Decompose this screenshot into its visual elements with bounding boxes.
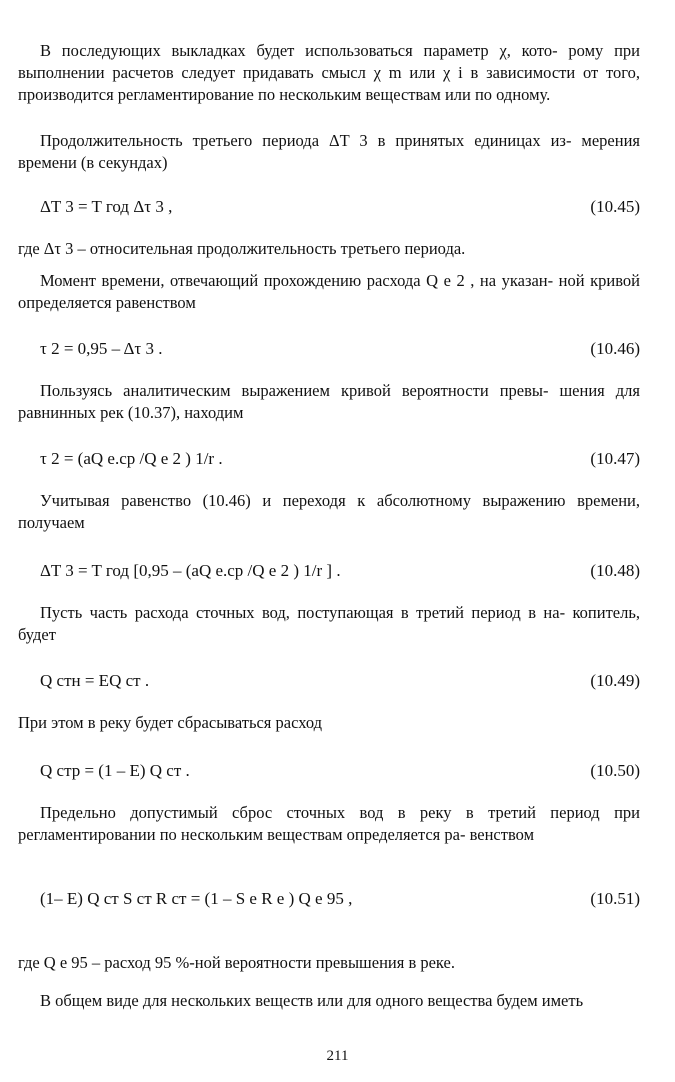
equation-number: (10.50) [590, 761, 640, 780]
equation-formula: τ 2 = (aQ e.cp /Q e 2 ) 1/r . [40, 449, 223, 468]
paragraph-q-e95-definition: где Q e 95 – расход 95 %-ной вероятности превышения в реке. [18, 953, 455, 972]
equation-formula: Q стн = EQ ст . [40, 671, 150, 690]
paragraph-third-period-duration: Продолжительность третьего периода ΔT 3 в принятых единицах из- мерения времени (в секундах) [18, 131, 640, 172]
paragraph-absolute-time: Учитывая равенство (10.46) и переходя к абсолютному выражению времени, получаем [18, 491, 640, 532]
equation-10-51 [40, 886, 640, 912]
equation-number: (10.49) [590, 671, 640, 690]
equation-10-46 [40, 336, 640, 362]
paragraph-analytic-expression: Пользуясь аналитическим выражением кривой вероятности превы- шения для равнинных рек (10.37), находим [18, 381, 640, 422]
equation-10-47 [40, 446, 640, 472]
equation-10-45 [40, 194, 640, 220]
equation-formula: ΔT 3 = T год [0,95 – (aQ e.cp /Q e 2 ) 1/r ] . [40, 561, 341, 580]
equation-number: (10.48) [590, 561, 640, 580]
paragraph-relative-duration: где Δτ 3 – относительная продолжительность третьего периода. [18, 239, 466, 258]
paragraph-permissible-discharge: Предельно допустимый сброс сточных вод в реку в третий период при регламентировании по нескольким веществам определяется ра- венством [18, 803, 640, 844]
equation-10-50 [40, 758, 640, 784]
equation-formula: τ 2 = 0,95 – Δτ 3 . [40, 339, 163, 358]
paragraph-river-discharge: При этом в реку будет сбрасываться расход [18, 713, 322, 732]
equation-formula: (1– E) Q ст S ст R ст = (1 – S e R e ) Q e 95 , [40, 889, 353, 908]
equation-formula: ΔT 3 = T год Δτ 3 , [40, 197, 173, 216]
equation-number: (10.46) [590, 339, 640, 358]
equation-10-48 [40, 558, 640, 584]
equation-number: (10.45) [590, 197, 640, 216]
paragraph-wastewater-part: Пусть часть расхода сточных вод, поступающая в третий период в на- копитель, будет [18, 603, 640, 644]
equation-formula: Q стр = (1 – E) Q ст . [40, 761, 190, 780]
equation-number: (10.51) [590, 889, 640, 908]
paragraph-general-form: В общем виде для нескольких веществ или для одного вещества будем иметь [40, 991, 584, 1010]
equation-number: (10.47) [590, 449, 640, 468]
paragraph-parameter-chi: В последующих выкладках будет использоваться параметр χ, кото- рому при выполнении расчетов следует придавать смысл χ m или χ i в зависимости от того, производится регламентирование по нескольким веществам или по одному. [18, 41, 640, 104]
equation-10-49 [40, 668, 640, 694]
paragraph-time-moment: Момент времени, отвечающий прохождению расхода Q e 2 , на указан- ной кривой определяется равенством [18, 271, 640, 312]
page-number: 211 [326, 1048, 349, 1064]
